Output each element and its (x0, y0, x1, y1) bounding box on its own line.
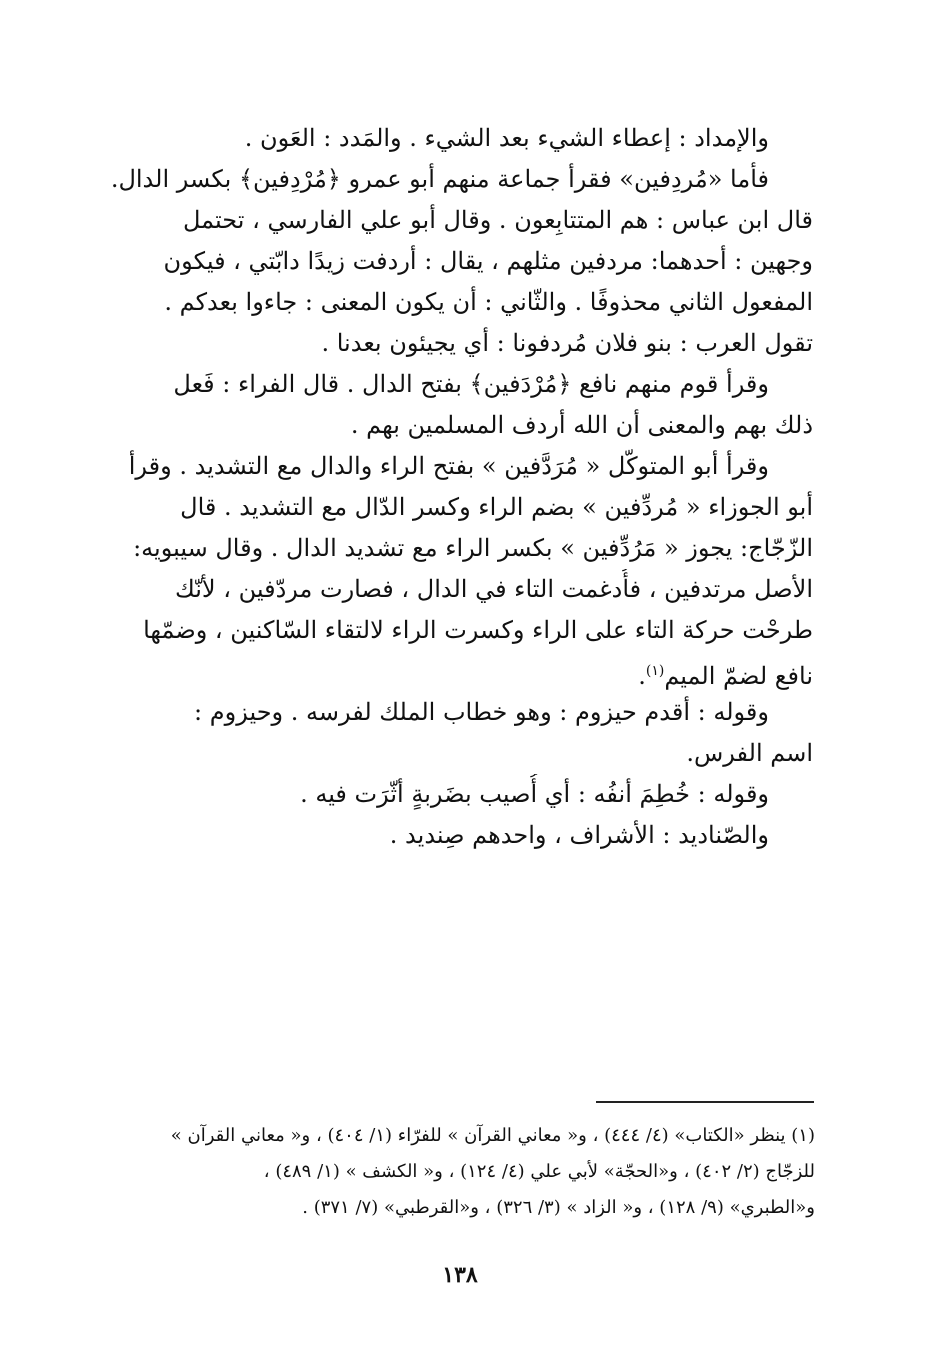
footnote-separator (596, 1101, 814, 1103)
paragraph-4 (80, 446, 813, 692)
text-fragment: . (638, 662, 646, 690)
footnote-line: (١) ينظر «الكتاب» (٤/ ٤٤٤) ، و« معاني القرآن » للفرّاء (١/ ٤٠٤) ، و« معاني القرآن » (170, 1125, 815, 1146)
paragraph-1 (80, 118, 813, 159)
paragraph-3 (80, 364, 813, 446)
page-number: ١٣٨ (442, 1262, 478, 1288)
text-line: فأما «مُردِفين» فقرأ جماعة منهم أبو عمرو ﴿مُرْدِفين﴾ بكسر الدال. (110, 165, 769, 193)
footnote-line: و«الطبري» (٩/ ١٢٨) ، و« الزاد » (٣/ ٣٢٦) ، و«القرطبي» (٧/ ٣٧١) . (302, 1197, 815, 1218)
text-line: الأصل مرتدفين ، فأُدغمت التاء في الدال ، فصارت مردّفين ، لأنّك (174, 575, 813, 603)
footnote-reference[interactable]: (١) (645, 663, 665, 679)
text-line-with-note (80, 651, 813, 692)
text-line: اسم الفرس. (686, 739, 813, 767)
text-line: وقرأ قوم منهم نافع ﴿مُرْدَفين﴾ بفتح الدال . قال الفراء : فَعل (173, 370, 769, 398)
text-line: تقول العرب : بنو فلان مُردفونا : أي يجيئون بعدنا . (321, 329, 813, 357)
main-text (80, 118, 813, 856)
paragraph-5 (80, 692, 813, 774)
text-line: والصّناديد : الأشراف ، واحدهم صِنديد . (389, 821, 769, 849)
footnotes (110, 1118, 815, 1226)
footnote-line: للزجّاج (٢/ ٤٠٢) ، و«الحجّة» لأبي علي (٤/ ١٢٤) ، و« الكشف » (١/ ٤٨٩) ، (263, 1161, 815, 1182)
paragraph-2 (80, 159, 813, 364)
text-line: وقرأ أبو المتوكّل « مُرَدَّفين » بفتح الراء والدال مع التشديد . وقرأ (128, 452, 769, 480)
text-line: والإمداد : إعطاء الشيء بعد الشيء . والمَدد : العَون . (244, 124, 769, 152)
text-line: المفعول الثاني محذوفًا . والثّاني : أن يكون المعنى : جاءوا بعدكم . (164, 288, 813, 316)
text-line: أبو الجوزاء « مُردِّفين » بضم الراء وكسر الدّال مع التشديد . قال (180, 493, 813, 521)
text-line: قال ابن عباس : هم المتتابِعون . وقال أبو علي الفارسي ، تحتمل (182, 206, 813, 234)
paragraph-7 (80, 815, 813, 856)
paragraph-6 (80, 774, 813, 815)
text-line: وقوله : أقدم حيزوم : وهو خطاب الملك لفرسه . وحيزوم : (194, 698, 769, 726)
text-line: ذلك بهم والمعنى أن الله أردف المسلمين بهم . (350, 411, 813, 439)
text-line: طرحْت حركة التاء على الراء وكسرت الراء لالتقاء السّاكنين ، وضمّها (143, 616, 813, 644)
text-line: وقوله : خُطِمَ أنفُه : أي أُصيب بضَربةٍ أثّرَت فيه . (300, 780, 769, 808)
text-line: وجهين : أحدهما: مردفين مثلهم ، يقال : أردفت زيدًا دابّتي ، فيكون (163, 247, 813, 275)
text-fragment: نافع لضمّ الميم (664, 662, 813, 690)
text-line: الزّجّاج: يجوز « مَرُدِّفين » بكسر الراء مع تشديد الدال . وقال سيبويه: (133, 534, 813, 562)
